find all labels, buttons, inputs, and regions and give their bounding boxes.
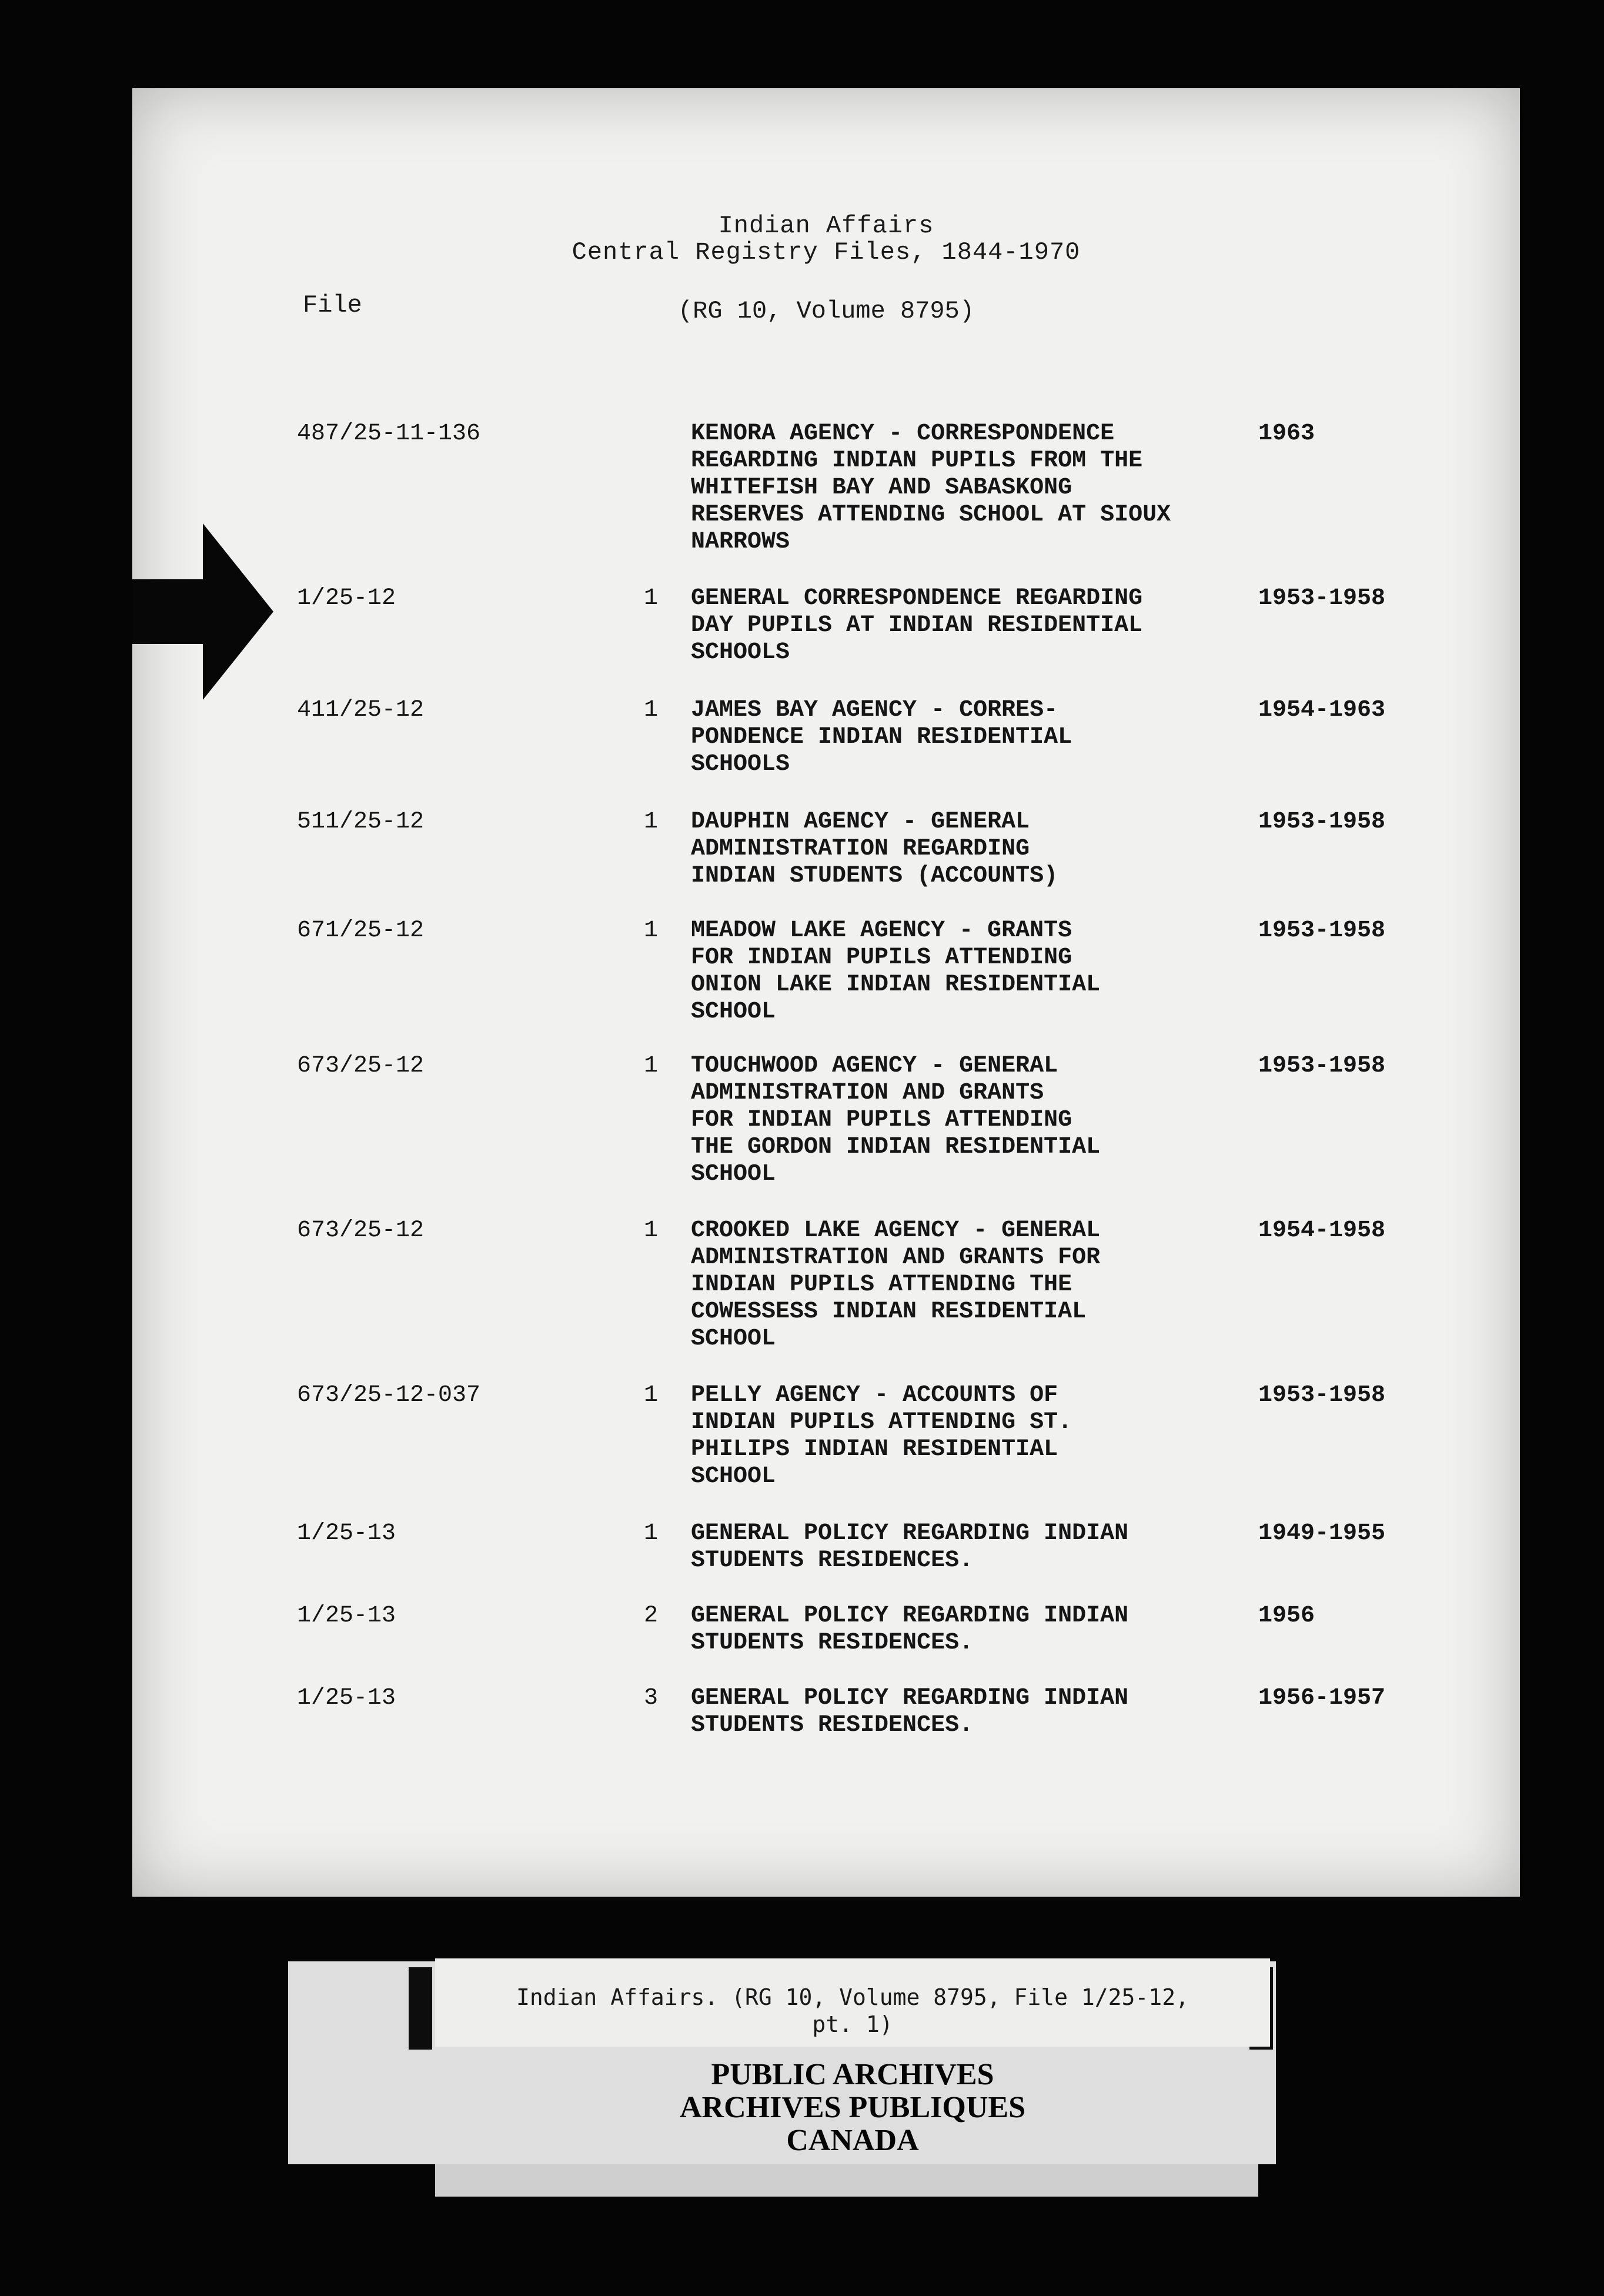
file-number: 511/25-12 [297,809,425,835]
file-number: 411/25-12 [297,697,425,723]
file-entry-row [132,697,1520,777]
date-range: 1953-1958 [1258,1053,1386,1079]
description-line: GENERAL POLICY REGARDING INDIAN [691,1685,1129,1711]
file-number: 1/25-13 [297,1603,396,1629]
description-line: ONION LAKE INDIAN RESIDENTIAL [691,972,1101,998]
date-range: 1954-1963 [1258,697,1386,723]
date-range: 1953-1958 [1258,1382,1386,1409]
file-entry-row [132,1685,1520,1738]
date-range: 1953-1958 [1258,917,1386,944]
description-line: STUDENTS RESIDENCES. [691,1630,974,1656]
stamp-line-2: ARCHIVES PUBLIQUES [679,2091,1026,2124]
description-line: DAUPHIN AGENCY - GENERAL [691,809,1030,835]
file-number: 673/25-12 [297,1217,425,1244]
part-number: 1 [644,1053,659,1079]
file-entry-row [132,1382,1520,1490]
file-description [691,1217,1255,1353]
description-line: DAY PUPILS AT INDIAN RESIDENTIAL [691,612,1143,639]
file-description [691,1603,1255,1657]
description-line: INDIAN PUPILS ATTENDING ST. [691,1409,1072,1436]
description-line: SCHOOLS [691,639,790,666]
stamp-line-3: CANADA [786,2124,919,2157]
file-entry-row [132,917,1520,1025]
description-line: COWESSESS INDIAN RESIDENTIAL [691,1299,1087,1325]
description-line: THE GORDON INDIAN RESIDENTIAL [691,1134,1101,1160]
strip-tab-left [409,1967,432,2050]
file-number: 673/25-12-037 [297,1382,481,1409]
description-line: KENORA AGENCY - CORRESPONDENCE [691,421,1115,447]
document-title: Indian Affairs [718,212,934,240]
description-line: SCHOOL [691,1326,776,1352]
description-line: JAMES BAY AGENCY - CORRES- [691,697,1058,723]
description-line: SCHOOL [691,1463,776,1490]
file-entry-row [132,1217,1520,1352]
description-line: ADMINISTRATION AND GRANTS FOR [691,1244,1101,1271]
part-number: 1 [644,697,659,723]
date-range: 1949-1955 [1258,1520,1386,1547]
date-range: 1953-1958 [1258,585,1386,612]
description-line: GENERAL POLICY REGARDING INDIAN [691,1603,1129,1629]
description-line: INDIAN PUPILS ATTENDING THE [691,1272,1072,1298]
document-page [132,88,1520,1897]
description-line: PELLY AGENCY - ACCOUNTS OF [691,1382,1058,1409]
file-description [691,1382,1255,1490]
part-number: 3 [644,1685,659,1711]
description-line: GENERAL POLICY REGARDING INDIAN [691,1520,1129,1547]
date-range: 1954-1958 [1258,1217,1386,1244]
description-line: PHILIPS INDIAN RESIDENTIAL [691,1436,1058,1463]
part-number: 2 [644,1603,659,1629]
part-number: 1 [644,809,659,835]
file-number: 1/25-13 [297,1685,396,1711]
description-line: FOR INDIAN PUPILS ATTENDING [691,1107,1072,1133]
part-number: 1 [644,917,659,944]
file-number: 1/25-13 [297,1520,396,1547]
description-line: PONDENCE INDIAN RESIDENTIAL [691,724,1072,750]
date-range: 1956-1957 [1258,1685,1386,1711]
file-description [691,1520,1255,1574]
part-number: 1 [644,1520,659,1547]
description-line: STUDENTS RESIDENCES. [691,1712,974,1738]
file-number: 671/25-12 [297,917,425,944]
description-line: GENERAL CORRESPONDENCE REGARDING [691,585,1143,612]
description-line: STUDENTS RESIDENCES. [691,1547,974,1574]
volume-reference: (RG 10, Volume 8795) [677,297,975,325]
file-description [691,917,1255,1026]
description-line: INDIAN STUDENTS (ACCOUNTS) [691,863,1058,889]
description-line: SCHOOL [691,999,776,1025]
citation-text [435,1984,1270,2038]
part-number: 1 [644,1217,659,1244]
file-entry-row [132,1520,1520,1574]
file-description [691,1685,1255,1739]
description-line: MEADOW LAKE AGENCY - GRANTS [691,917,1072,944]
date-range: 1953-1958 [1258,809,1386,835]
description-line: ADMINISTRATION AND GRANTS [691,1080,1044,1106]
file-number: 1/25-12 [297,585,396,612]
file-description [691,697,1255,778]
description-line: WHITEFISH BAY AND SABASKONG [691,475,1072,501]
description-line: CROOKED LAKE AGENCY - GENERAL [691,1217,1101,1244]
file-description [691,421,1255,556]
description-line: RESERVES ATTENDING SCHOOL AT SIOUX [691,502,1171,528]
date-range: 1956 [1258,1603,1315,1629]
description-line: NARROWS [691,529,790,555]
citation-line-1: Indian Affairs. (RG 10, Volume 8795, File 1/25-12, [516,1984,1189,2010]
file-description [691,1053,1255,1188]
archives-stamp [529,2058,1176,2157]
file-description [691,585,1255,666]
pointer-arrow-icon [132,523,285,700]
description-line: TOUCHWOOD AGENCY - GENERAL [691,1053,1058,1079]
strip-bottom-edge [435,2164,1258,2197]
file-column-label: File [303,291,362,319]
file-description [691,809,1255,890]
file-entry-row [132,585,1520,666]
document-subtitle: Central Registry Files, 1844-1970 [572,238,1081,266]
part-number: 1 [644,585,659,612]
description-line: REGARDING INDIAN PUPILS FROM THE [691,448,1143,474]
description-line: SCHOOLS [691,751,790,777]
file-number: 673/25-12 [297,1053,425,1079]
description-line: FOR INDIAN PUPILS ATTENDING [691,945,1072,971]
file-number: 487/25-11-136 [297,421,481,447]
part-number: 1 [644,1382,659,1409]
citation-line-2: pt. 1) [812,2011,893,2037]
date-range: 1963 [1258,421,1315,447]
description-line: SCHOOL [691,1161,776,1187]
stamp-line-1: PUBLIC ARCHIVES [711,2058,994,2091]
description-line: ADMINISTRATION REGARDING [691,836,1030,862]
